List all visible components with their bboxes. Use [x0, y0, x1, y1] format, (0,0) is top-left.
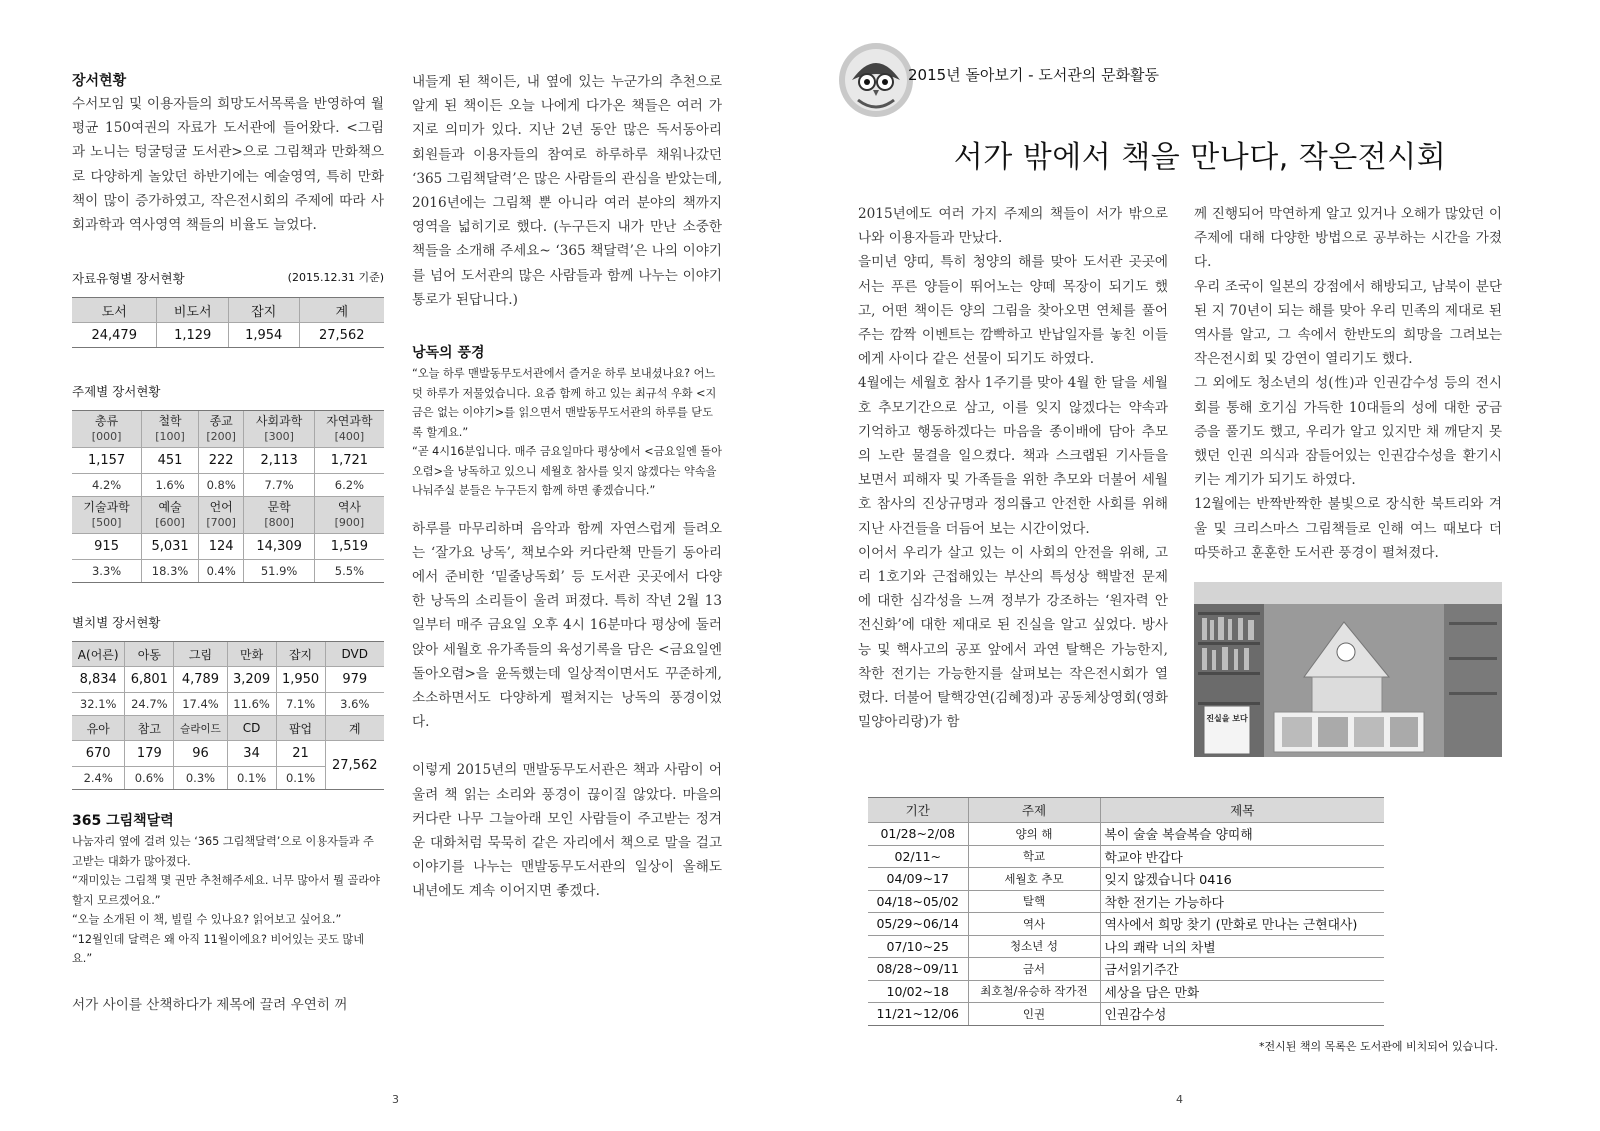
- type-table-date: (2015.12.31 기준): [287, 271, 384, 285]
- shelf-pct: 17.4%: [174, 693, 227, 716]
- calendar-line: “12월인데 달력은 왜 아직 11월이에요? 비어있는 곳도 많네요.”: [72, 932, 365, 966]
- subject-table: [72, 410, 384, 583]
- shelf-pct: 7.1%: [276, 693, 325, 716]
- shelf-header: 잡지: [276, 642, 325, 667]
- closing-paragraph: 이렇게 2015년의 맨발동무도서관은 책과 사람이 어울려 책 읽는 소리와 풍경이 끊이질 않았다. 마을의 커다란 나무 그늘아래 모인 사람들이 주고받는 정겨운 대화처럼 묵묵히 같은 자리에서 책으로 말을 걸고 이야기를 나누는 맨발동무도서관의 일상이 올해도 내년에도 계속 이어지면 좋겠다.: [412, 762, 722, 900]
- subject-header: [72, 497, 142, 534]
- calendar-last-line: 서가 사이를 산책하다가 제목에 끌려 우연히 꺼: [72, 996, 348, 1013]
- subject-table-title: 주제별 장서현황: [72, 384, 161, 400]
- shelf-pct: 0.3%: [174, 767, 227, 790]
- table-row: [868, 868, 1384, 891]
- exhibit-topic: 학교: [968, 845, 1100, 868]
- exhibit-period: 01/28~2/08: [868, 823, 968, 846]
- shelf-header: A(어른): [72, 642, 125, 667]
- exhibit-title: 학교야 반갑다: [1100, 845, 1384, 868]
- exhibit-title: 인권감수성: [1100, 1003, 1384, 1026]
- shelf-value: 979: [325, 667, 384, 693]
- subject-pct: 5.5%: [314, 560, 384, 583]
- exhibit-topic: 역사: [968, 913, 1100, 936]
- subject-code: [600]: [155, 516, 185, 530]
- shelf-pct: 3.6%: [325, 693, 384, 716]
- exhibit-period: 08/28~09/11: [868, 958, 968, 981]
- subject-name: 철학: [158, 414, 182, 429]
- subject-header: [314, 411, 384, 448]
- subject-pct: 18.3%: [142, 560, 199, 583]
- subject-pct: 4.2%: [72, 474, 142, 497]
- shelf-table: [72, 641, 384, 790]
- shelf-pct: 24.7%: [125, 693, 174, 716]
- subject-name: 언어: [209, 500, 233, 515]
- table-row: [868, 823, 1384, 846]
- subject-code: [500]: [91, 516, 122, 530]
- table-row: [868, 845, 1384, 868]
- page-number: 3: [392, 1093, 399, 1106]
- subject-header: [244, 411, 314, 448]
- exhibit-title: 역사에서 희망 찾기 (만화로 만나는 근현대사): [1100, 913, 1384, 936]
- calendar-line: 나눔자리 옆에 걸려 있는 ‘365 그림책달력’으로 이용자들과 주고받는 대화가 많아졌다.: [72, 835, 374, 868]
- reading-quote: “오늘 하루 맨발동무도서관에서 즐거운 하루 보내셨나요? 어느덧 하루가 저물었습니다. 요즘 함께 하고 있는 최규석 우화 <지금은 없는 이야기>를 읽으면서 맨발동무도서관의 하루를 닫도록 할게요.”: [412, 367, 717, 439]
- exhibit-title: 세상을 담은 만화: [1100, 980, 1384, 1003]
- subject-value: 1,519: [314, 534, 384, 560]
- exhibit-paragraph: 2015년에도 여러 가지 주제의 책들이 서가 밖으로 나와 이용자들과 만났다.: [858, 206, 1168, 247]
- holdings-paragraph: 수서모임 및 이용자들의 희망도서목록을 반영하여 월 평균 150여권의 자료가 도서관에 들어왔다. <그림과 노니는 텅굴텅굴 도서관>으로 그림책과 만화책으로 다양하게 놀았던 하반기에는 예술영역, 특히 만화책이 많이 증가하였고, 작은전시회의 주제에 따라 사회과학과 역사영역 책들의 비율도 늘었다.: [72, 96, 384, 234]
- table-row: [868, 935, 1384, 958]
- subject-header: [314, 497, 384, 534]
- page3-column-1: [72, 70, 384, 1017]
- subject-header: [244, 497, 314, 534]
- subject-code: [400]: [334, 430, 365, 444]
- subject-value: 1,157: [72, 448, 142, 474]
- subject-pct: 3.3%: [72, 560, 142, 583]
- subject-code: [900]: [334, 516, 365, 530]
- shelf-value: 8,834: [72, 667, 125, 693]
- library-exhibit-photo: [1194, 582, 1502, 757]
- shelf-header: 계: [325, 716, 384, 741]
- type-table-title-row: [72, 269, 384, 287]
- subject-value: 915: [72, 534, 142, 560]
- exhibit-topic: 최호철/유승하 작가전: [968, 980, 1100, 1003]
- table-row: [868, 890, 1384, 913]
- subject-header: [72, 411, 142, 448]
- calendar-text: [72, 832, 384, 969]
- subject-value: 124: [198, 534, 243, 560]
- type-value: 1,954: [228, 323, 299, 348]
- subject-value: 451: [142, 448, 199, 474]
- shelf-pct: 11.6%: [227, 693, 276, 716]
- exhibit-topic: 탈핵: [968, 890, 1100, 913]
- shelf-pct: 0.1%: [227, 767, 276, 790]
- exhibit-topic: 청소년 성: [968, 935, 1100, 958]
- subject-code: [300]: [264, 430, 294, 444]
- type-table: [72, 297, 384, 348]
- subject-header: [198, 411, 243, 448]
- shelf-header: 유아: [72, 716, 125, 741]
- calendar-line: “재미있는 그림책 몇 권만 추천해주세요. 너무 많아서 뭘 골라야 할지 모르겠어요.”: [72, 874, 380, 907]
- exhibit-table-wrap: [868, 797, 1384, 1026]
- exhibit-header: 주제: [968, 798, 1100, 823]
- subject-value: 5,031: [142, 534, 199, 560]
- subject-table-title-row: [72, 382, 384, 400]
- page3-column-2: [412, 70, 722, 904]
- shelf-header: 그림: [174, 642, 227, 667]
- exhibit-paragraph: 께 진행되어 막연하게 알고 있거나 오해가 많았던 이 주제에 대해 다양한 방법으로 공부하는 시간을 가졌다.: [1194, 206, 1502, 271]
- exhibit-paragraph: 4월에는 세월호 참사 1주기를 맞아 4월 한 달을 세월호 추모기간으로 삼고, 이를 잊지 않겠다는 약속과 기억하고 행동하겠다는 마음을 종이배에 담아 추모의 노란 물결을 일으켰다. 책과 스크랩된 기사들을 보면서 피해자 및 가족들을 위한 추모와 더불어 세월호 참사의 진상규명과 정의롭고 안전한 사회를 위해 지난 사건들을 더듬어 보는 시간이었다.: [858, 375, 1169, 537]
- exhibit-paragraph: 이어서 우리가 살고 있는 이 사회의 안전을 위해, 고리 1호기와 근접해있는 부산의 특성상 핵발전 문제에 대한 심각성을 느껴 정부가 강조하는 ‘원자력 안전신화’에 대한 제대로 된 진실을 알고 싶었다. 방사능 및 핵사고의 공포 앞에서 과연 탈핵은 가능한지, 착한 전기는 가능한지를 살펴보는 작은전시회가 열렸다. 더불어 탈핵강연(김혜정)과 공동체상영회(영화 밀양아리랑)가 함: [858, 544, 1168, 731]
- section-header: 2015년 돌아보기 - 도서관의 문화활동: [908, 66, 1160, 84]
- type-value: 24,479: [72, 323, 157, 348]
- shelf-pct: 2.4%: [72, 767, 125, 790]
- shelf-header: DVD: [325, 642, 384, 667]
- subject-name: 문학: [267, 500, 291, 515]
- type-header: 비도서: [157, 298, 228, 323]
- subject-pct: 7.7%: [244, 474, 314, 497]
- calendar-continued-paragraph: 내들게 된 책이든, 내 옆에 있는 누군가의 추천으로 알게 된 책이든 오늘 나에게 다가온 책들은 여러 가지로 의미가 있다. 지난 2년 동안 많은 독서동아리 회원들과 이용자들의 참여로 하루하루 채워나갔던 ‘365 그림책달력’은 많은 사람들의 관심을 받았는데, 2016년에는 그림책 뿐 아니라 여러 분야의 책까지 영역을 넓히기로 했다. (누구든지 내가 만난 소중한 책들을 소개해 주세요~ ‘365 책달력’은 나의 이야기를 넘어 도서관의 많은 사람들과 함께 나누는 이야기 통로가 된답니다.): [412, 74, 723, 308]
- shelf-header: 참고: [125, 716, 174, 741]
- shelf-value: 670: [72, 741, 125, 767]
- holdings-heading: 장서현황: [72, 73, 127, 89]
- table-row: [868, 913, 1384, 936]
- table-row: [868, 1003, 1384, 1026]
- type-value: 27,562: [299, 323, 384, 348]
- subject-header: [142, 411, 199, 448]
- exhibit-title: 금서읽기주간: [1100, 958, 1384, 981]
- owl-emblem-icon: [836, 40, 916, 120]
- shelf-header: 아동: [125, 642, 174, 667]
- exhibit-header: 기간: [868, 798, 968, 823]
- exhibit-paragraph: 그 외에도 청소년의 성(性)과 인권감수성 등의 전시회를 통해 호기심 가득한 10대들의 성에 대한 궁금증을 풀기도 했고, 우리가 알고 있지만 채 깨닫지 못했던 인권 의식과 잠들어있는 인권감수성을 환기시키는 계기가 되기도 하였다.: [1194, 375, 1502, 489]
- exhibit-topic: 세월호 추모: [968, 868, 1100, 891]
- shelf-header: 만화: [227, 642, 276, 667]
- shelf-pct: 0.6%: [125, 767, 174, 790]
- exhibit-rows: [868, 823, 1384, 1026]
- exhibit-note: *전시된 책의 목록은 도서관에 비치되어 있습니다.: [1259, 1040, 1498, 1053]
- exhibit-topic: 양의 해: [968, 823, 1100, 846]
- shelf-value: 4,789: [174, 667, 227, 693]
- exhibit-paragraph: 12월에는 반짝반짝한 불빛으로 장식한 북트리와 겨울 및 크리스마스 그림책들로 인해 여느 때보다 더 따뜻하고 훈훈한 도서관 풍경이 펼쳐졌다.: [1194, 496, 1502, 561]
- shelf-value: 1,950: [276, 667, 325, 693]
- exhibit-header: 제목: [1100, 798, 1384, 823]
- shelf-pct: 0.1%: [276, 767, 325, 790]
- subject-pct: 1.6%: [142, 474, 199, 497]
- page4-column-2: [1194, 202, 1502, 565]
- subject-name: 역사: [337, 500, 361, 515]
- subject-value: 222: [198, 448, 243, 474]
- subject-name: 사회과학: [255, 414, 303, 429]
- exhibit-sign-text: 진실을 보다: [1206, 714, 1248, 723]
- subject-name: 예술: [158, 500, 182, 515]
- shelf-value: 179: [125, 741, 174, 767]
- reading-quote: “곧 4시16분입니다. 매주 금요일마다 평상에서 <금요일엔 돌아오렴>을 낭독하고 있으니 세월호 참사를 잊지 않겠다는 약속을 나눠주실 분들은 누구든지 함께 하면 좋겠습니다.”: [412, 445, 722, 498]
- subject-pct: 6.2%: [314, 474, 384, 497]
- shelf-header: 슬라이드: [174, 716, 227, 741]
- library-photo-illustration: [1194, 582, 1502, 757]
- exhibit-title: 잊지 않겠습니다 0416: [1100, 868, 1384, 891]
- article-title: 서가 밖에서 책을 만나다, 작은전시회: [953, 140, 1447, 175]
- type-header: 계: [299, 298, 384, 323]
- table-row: [868, 980, 1384, 1003]
- subject-code: [200]: [206, 430, 236, 444]
- exhibit-period: 11/21~12/06: [868, 1003, 968, 1026]
- subject-name: 자연과학: [326, 414, 373, 429]
- subject-code: [700]: [206, 516, 236, 530]
- exhibit-period: 04/09~17: [868, 868, 968, 891]
- shelf-pct: 32.1%: [72, 693, 125, 716]
- calendar-heading: 365 그림책달력: [72, 813, 174, 830]
- subject-value: 14,309: [244, 534, 314, 560]
- shelf-value: 34: [227, 741, 276, 767]
- exhibit-period: 02/11~: [868, 845, 968, 868]
- subject-name: 기술과학: [83, 500, 130, 515]
- shelf-total: 27,562: [325, 741, 384, 790]
- shelf-value: 3,209: [227, 667, 276, 693]
- shelf-value: 6,801: [125, 667, 174, 693]
- exhibit-title: 착한 전기는 가능하다: [1100, 890, 1384, 913]
- subject-pct: 0.8%: [198, 474, 243, 497]
- exhibit-topic: 금서: [968, 958, 1100, 981]
- reading-heading: 낭독의 풍경: [412, 345, 485, 362]
- exhibit-period: 05/29~06/14: [868, 913, 968, 936]
- shelf-value: 96: [174, 741, 227, 767]
- type-table-title: 자료유형별 장서현황: [72, 271, 185, 287]
- exhibit-title: 나의 쾌락 너의 차별: [1100, 935, 1384, 958]
- subject-value: 1,721: [314, 448, 384, 474]
- exhibit-period: 10/02~18: [868, 980, 968, 1003]
- type-header: 잡지: [228, 298, 299, 323]
- exhibit-period: 07/10~25: [868, 935, 968, 958]
- subject-header: [142, 497, 199, 534]
- shelf-table-title: 별치별 장서현황: [72, 615, 161, 631]
- reading-paragraph: 하루를 마무리하며 음악과 함께 자연스럽게 들려오는 ‘잘가요 낭독’, 책보수와 커다란책 만들기 동아리에서 준비한 ‘밑줄낭독회’ 등 도서관 곳곳에서 다양한 낭독의 소리들이 울려 퍼졌다. 특히 작년 2월 13일부터 매주 금요일 오후 4시 16분마다 평상에 둘러앉아 세월호 유가족들의 육성기록을 담은 <금요일엔 돌아오렴>을 윤독했는데 일상적이면서도 꾸준하게, 소소하면서도 다양하게 펼쳐지는 낭독의 풍경이었다.: [412, 520, 722, 731]
- shelf-header: 팝업: [276, 716, 325, 741]
- calendar-line: “오늘 소개된 이 책, 빌릴 수 있나요? 읽어보고 싶어요.”: [72, 913, 342, 927]
- subject-code: [000]: [91, 430, 122, 444]
- subject-value: 2,113: [244, 448, 314, 474]
- exhibit-paragraph: 을미년 양띠, 특히 청양의 해를 맞아 도서관 곳곳에서는 푸른 양들이 뛰어노는 양떼 목장이 되기도 했고, 어떤 책이든 양의 그림을 찾아오면 연체를 풀어주는 깜짝 이벤트는 깜빡하고 반납일자를 놓친 이들에게 사이다 같은 선물이 되기도 하였다.: [858, 254, 1168, 368]
- subject-name: 총류: [94, 414, 119, 429]
- shelf-table-title-row: [72, 613, 384, 631]
- subject-name: 종교: [209, 414, 233, 429]
- page-number: 4: [1176, 1093, 1183, 1106]
- subject-code: [800]: [264, 516, 294, 530]
- exhibit-period: 04/18~05/02: [868, 890, 968, 913]
- shelf-header: CD: [227, 716, 276, 741]
- subject-pct: 0.4%: [198, 560, 243, 583]
- page4-column-1: [858, 202, 1168, 734]
- exhibit-title: 복이 술술 복슬복슬 양띠해: [1100, 823, 1384, 846]
- reading-quotes: [412, 364, 722, 501]
- subject-pct: 51.9%: [244, 560, 314, 583]
- subject-code: [100]: [155, 430, 185, 444]
- shelf-value: 21: [276, 741, 325, 767]
- table-row: [868, 958, 1384, 981]
- page-4: [800, 0, 1600, 1131]
- subject-header: [198, 497, 243, 534]
- exhibit-paragraph: 우리 조국이 일본의 강점에서 해방되고, 남북이 분단된 지 70년이 되는 해를 맞아 우리 민족의 제대로 된 역사를 알고, 그 속에서 한반도의 희망을 그려보는 작은전시회 및 강연이 열리기도 했다.: [1194, 278, 1502, 368]
- exhibit-schedule-table: [868, 797, 1384, 1026]
- type-value: 1,129: [157, 323, 228, 348]
- exhibit-topic: 인권: [968, 1003, 1100, 1026]
- type-header: 도서: [72, 298, 157, 323]
